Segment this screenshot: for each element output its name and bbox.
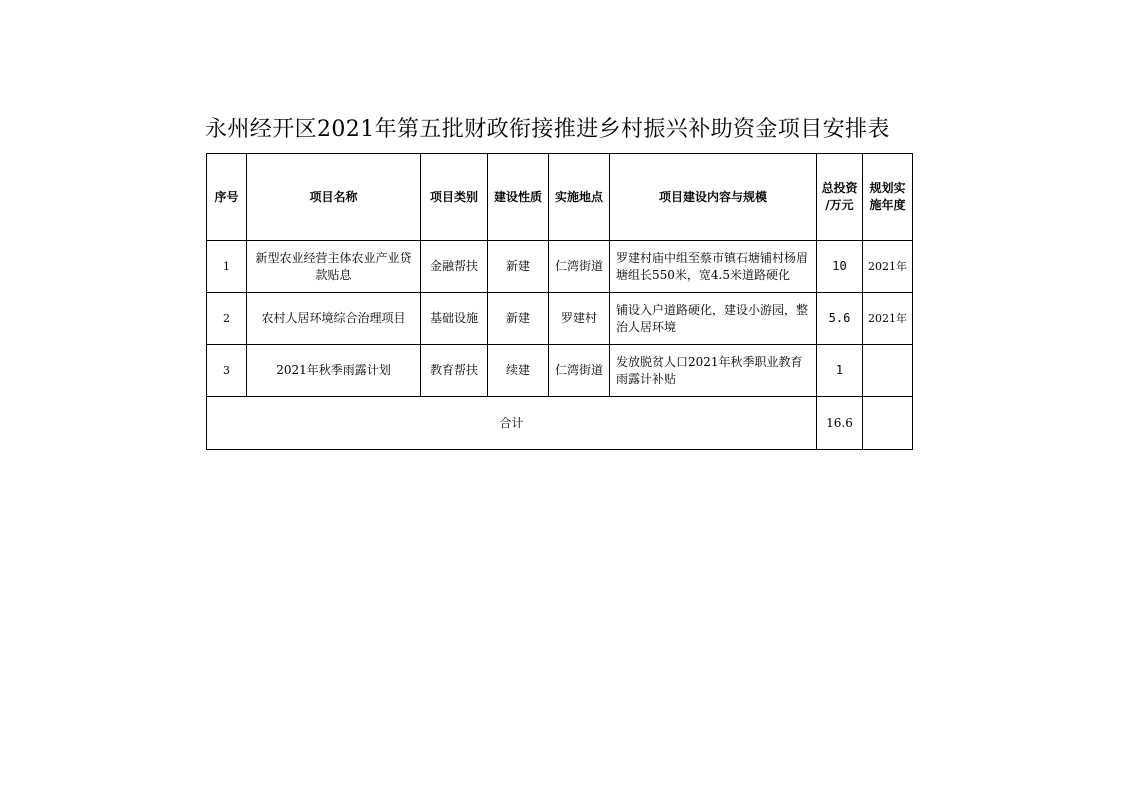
cell-year: [863, 345, 913, 397]
header-year-line1: 规划实: [869, 181, 906, 195]
cell-year: 2021年: [863, 241, 913, 293]
cell-year: 2021年: [863, 293, 913, 345]
document-title: 永州经开区2021年第五批财政衔接推进乡村振兴补助资金项目安排表: [205, 117, 890, 142]
cell-category: 基础设施: [421, 293, 488, 345]
cell-investment: 1: [817, 345, 863, 397]
cell-category: 教育帮扶: [421, 345, 488, 397]
table-row: [207, 241, 913, 293]
total-row: [207, 397, 913, 450]
cell-nature: 新建: [488, 241, 549, 293]
cell-seq: 2: [207, 293, 247, 345]
cell-investment: 5.6: [817, 293, 863, 345]
project-table: [206, 153, 913, 450]
total-year: [863, 397, 913, 450]
header-year-line2: 施年度: [869, 198, 906, 212]
cell-nature: 新建: [488, 293, 549, 345]
cell-scope: 发放脱贫人口2021年秋季职业教育雨露计补贴: [610, 345, 817, 397]
header-category: 项目类别: [421, 154, 488, 241]
header-investment-line2: /万元: [825, 198, 854, 212]
header-scope: 项目建设内容与规模: [610, 154, 817, 241]
cell-location: 罗建村: [549, 293, 610, 345]
header-investment: [817, 154, 863, 241]
header-location: 实施地点: [549, 154, 610, 241]
table-row: [207, 293, 913, 345]
table-row: [207, 345, 913, 397]
cell-seq: 3: [207, 345, 247, 397]
total-investment: 16.6: [817, 397, 863, 450]
cell-name: 农村人居环境综合治理项目: [247, 293, 421, 345]
cell-location: 仁湾街道: [549, 345, 610, 397]
cell-investment: 10: [817, 241, 863, 293]
cell-seq: 1: [207, 241, 247, 293]
cell-scope: 铺设入户道路硬化，建设小游园，整治人居环境: [610, 293, 817, 345]
cell-location: 仁湾街道: [549, 241, 610, 293]
cell-name: 新型农业经营主体农业产业贷款贴息: [247, 241, 421, 293]
header-year: [863, 154, 913, 241]
table-header-row: [207, 154, 913, 241]
cell-scope: 罗建村庙中组至蔡市镇石塘铺村杨眉塘组长550米，宽4.5米道路硬化: [610, 241, 817, 293]
header-seq: 序号: [207, 154, 247, 241]
cell-nature: 续建: [488, 345, 549, 397]
total-label: 合计: [207, 397, 817, 450]
header-name: 项目名称: [247, 154, 421, 241]
cell-category: 金融帮扶: [421, 241, 488, 293]
cell-name: 2021年秋季雨露计划: [247, 345, 421, 397]
header-nature: 建设性质: [488, 154, 549, 241]
header-investment-line1: 总投资: [821, 181, 858, 195]
